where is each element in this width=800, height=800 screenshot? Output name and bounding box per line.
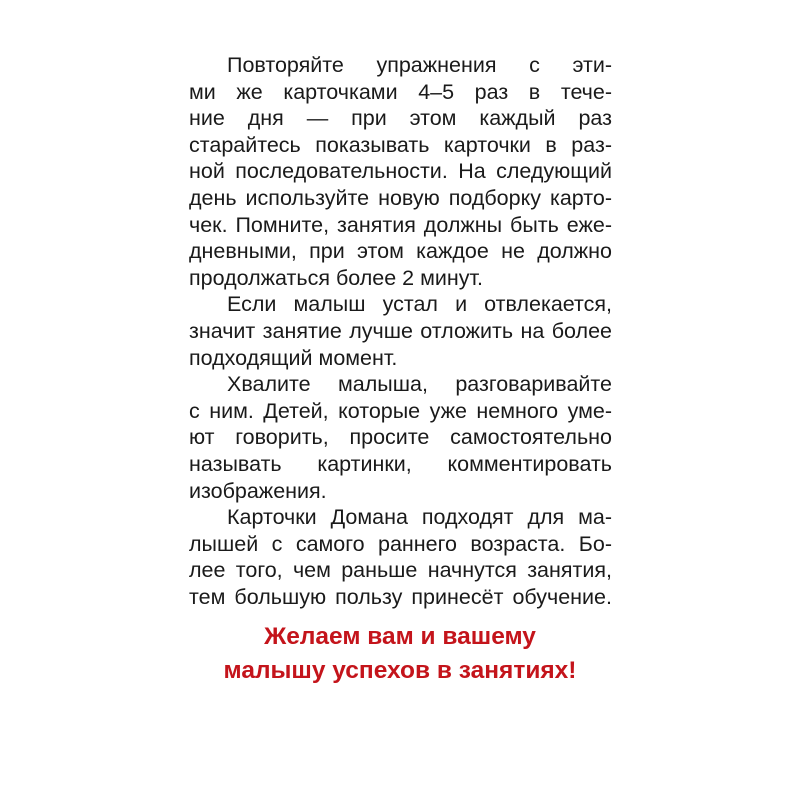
paragraph-1-line-8: дневными, при этом каждое не должно bbox=[189, 239, 612, 264]
paragraph-4-line-4: тем большую пользу принесёт обучение. bbox=[189, 584, 612, 609]
paragraph-1-line-6: день используйте новую подборку карто- bbox=[189, 185, 612, 210]
paragraph-4-line-1: Карточки Домана подходят для ма- bbox=[227, 505, 612, 530]
paragraph-3-line-4: называть картинки, комментировать bbox=[189, 451, 612, 476]
closing-wish-line-2: малышу успехов в занятиях! bbox=[223, 657, 577, 684]
closing-wish-line-1: Желаем вам и вашему bbox=[264, 623, 536, 650]
paragraph-4-line-3: лее того, чем раньше начнутся занятия, bbox=[189, 558, 612, 583]
body-text bbox=[189, 52, 612, 610]
paragraph-1-line-5: ной последовательности. На следующий bbox=[189, 159, 612, 184]
paragraph-1-line-7: чек. Помните, занятия должны быть еже- bbox=[189, 212, 612, 237]
paragraph-3-line-1: Хвалите малыша, разговаривайте bbox=[227, 372, 612, 397]
paragraph-2-line-2: значит занятие лучше отложить на более bbox=[189, 318, 612, 343]
paragraph-3-line-2: с ним. Детей, которые уже немного уме- bbox=[189, 398, 612, 423]
paragraph-1-line-2: ми же карточками 4–5 раз в тече- bbox=[189, 79, 612, 104]
paragraph-2-line-3: подходящий момент. bbox=[189, 345, 398, 370]
paragraph-4-line-2: лышей с самого раннего возраста. Бо- bbox=[189, 531, 612, 556]
closing-wish bbox=[190, 620, 610, 688]
paragraph-2-line-1: Если малыш устал и отвлекается, bbox=[227, 292, 612, 317]
paragraph-1-line-9: продолжаться более 2 минут. bbox=[189, 265, 483, 290]
paragraph-1-line-1: Повторяйте упражнения с эти- bbox=[227, 53, 612, 77]
paragraph-3-line-3: ют говорить, просите самостоятельно bbox=[189, 425, 612, 450]
paragraph-3-line-5: изображения. bbox=[189, 478, 327, 503]
paragraph-1-line-4: старайтесь показывать карточки в раз- bbox=[189, 132, 612, 157]
paragraph-1-line-3: ние дня — при этом каждый раз bbox=[189, 106, 612, 131]
